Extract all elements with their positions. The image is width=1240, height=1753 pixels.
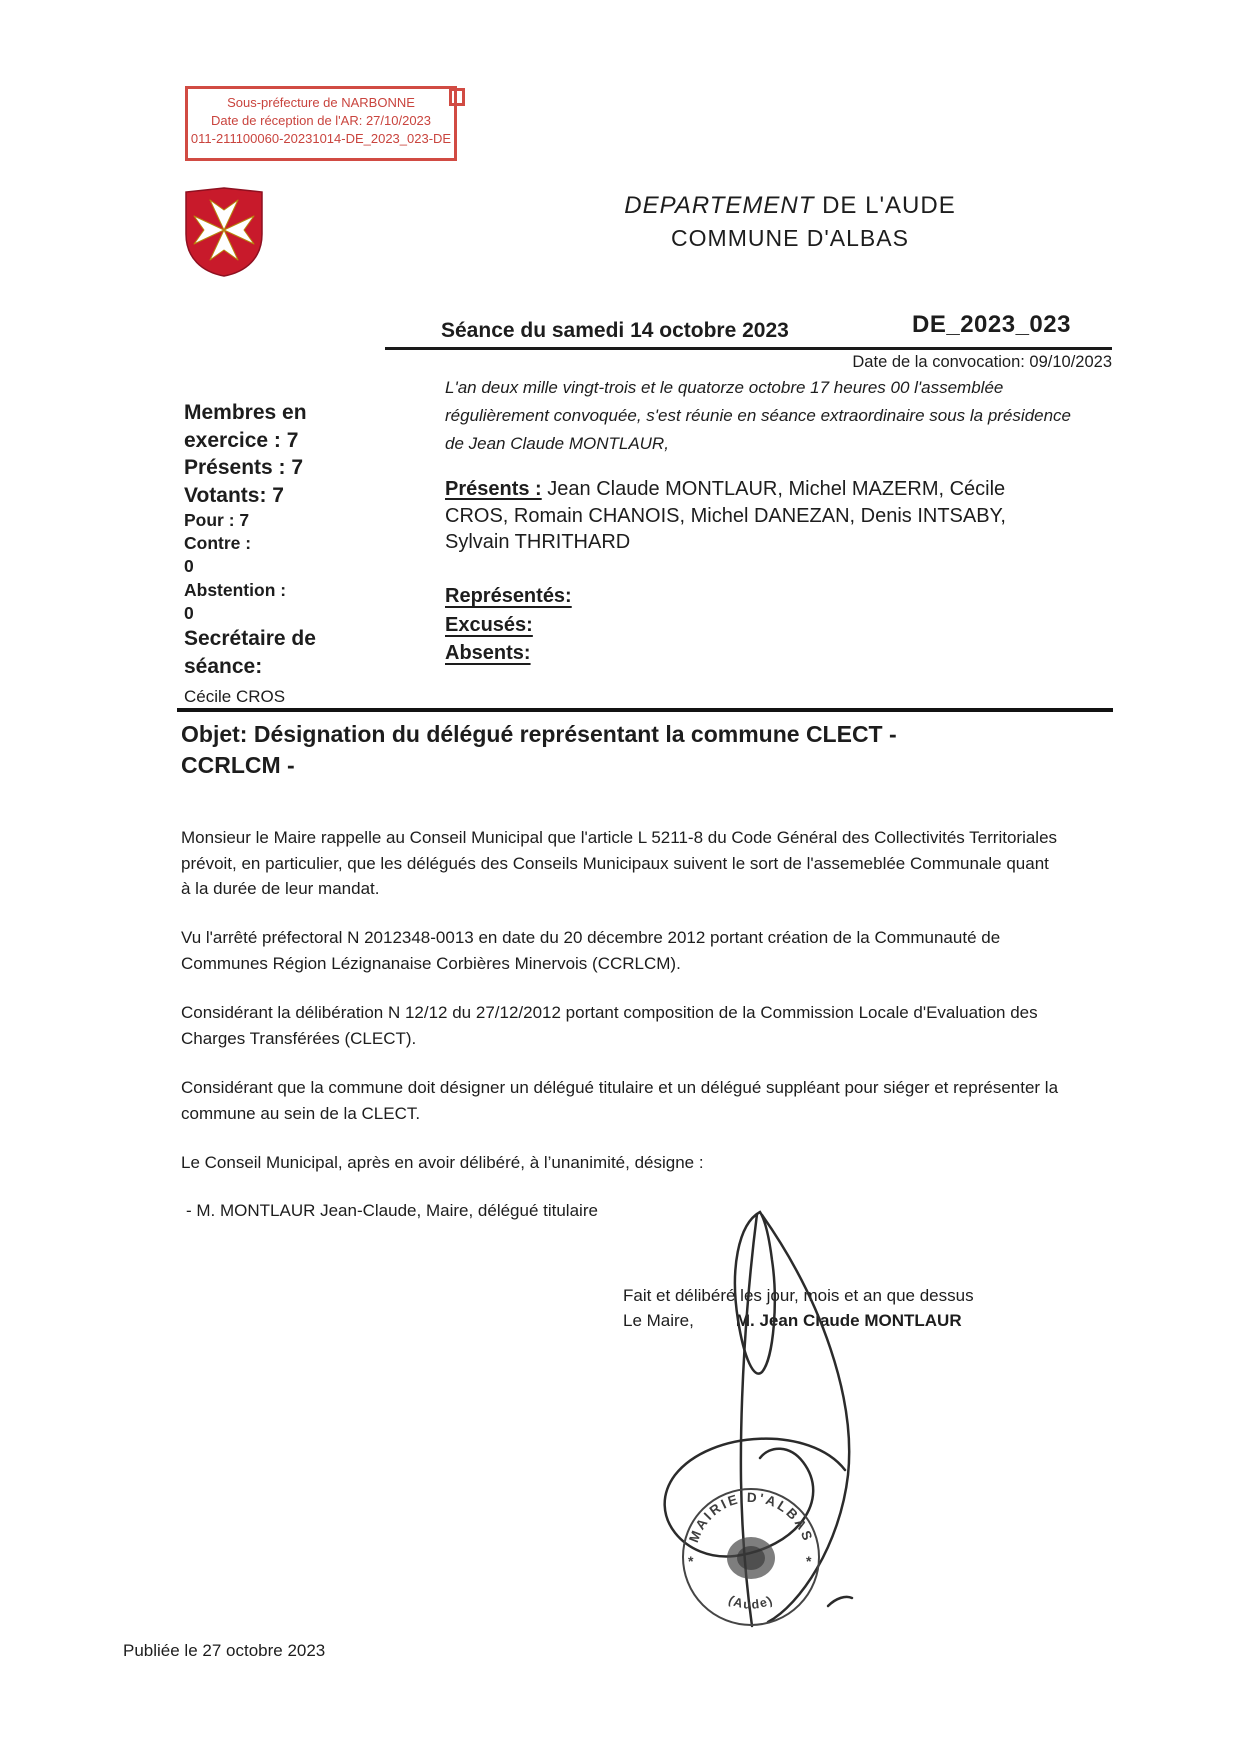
stamp-top-text-path [686,1490,816,1545]
document-header [490,192,1090,252]
designation-line: - M. MONTLAUR Jean-Claude, Maire, délégué titulaire [186,1201,598,1220]
objet-heading [181,719,1101,781]
albas-coat-of-arms-icon [182,186,266,278]
reception-stamp-line2: Date de réception de l'AR: 27/10/2023 [210,113,432,128]
reception-stamp [185,86,457,161]
vote-summary-panel [184,399,434,708]
contre-value: 0 [184,556,194,577]
body-paragraph-3: Considérant la délibération N 12/12 du 27/12/2012 portant composition de la Commission Locale d'Evaluation des Charges Transférées (CLECT). [181,1003,1038,1048]
presents-paragraph [445,476,1073,556]
representes-label: Représentés: [445,585,572,607]
stamp-top-text: MAIRIE D'ALBAS [686,1489,816,1545]
mayor-signature [600,1190,1080,1650]
commune-title: COMMUNE D'ALBAS [671,225,909,251]
closing-statement: Fait et délibéré les jour, mois et an que dessus [623,1286,974,1305]
stamp-bottom-text: (Aude) [726,1592,776,1612]
secretary-name: Cécile CROS [184,687,286,707]
mairie-round-stamp [676,1482,826,1632]
deliberation-reference: DE_2023_023 [912,311,1071,338]
excuses-label: Excusés: [445,614,533,636]
body-paragraph-5: Le Conseil Municipal, après en avoir délibéré, à l’unanimité, désigne : [181,1153,704,1172]
stamp-star-left: * [688,1553,694,1569]
presents-count: Présents : 7 [184,456,304,479]
abstention-label: Abstention : [184,579,287,600]
body-paragraph-1: Monsieur le Maire rappelle au Conseil Municipal que l'article L 5211-8 du Code Général des Collectivités Territoriales prévoit, en particulier, que les délégués des Conseils Municipaux suivent le sort de l'assemeblée Communale quant à la durée de leur mandat. [181,828,1058,898]
mayor-label: Le Maire, [623,1311,694,1330]
stamp-center-emblem-core [737,1546,765,1570]
pour-count: Pour : 7 [184,510,250,530]
absents-label: Absents: [445,642,531,664]
presents-label: Présents : [445,478,542,500]
department-title-rest: DE L'AUDE [814,192,956,219]
reception-stamp-notch [449,88,465,106]
members-in-office-line2: exercice : 7 [184,428,299,452]
mayor-name: M. Jean Claude MONTLAUR [735,1311,962,1330]
secretary-label-line2: séance: [184,654,263,678]
members-in-office-line1: Membres en [184,401,307,424]
horizontal-rule-objet [177,708,1113,712]
presents-names: Jean Claude MONTLAUR, Michel MAZERM, Cécile CROS, Romain CHANOIS, Michel DANEZAN, Denis INTSABY, Sylvain THRITHARD [445,478,1006,553]
secretary-label-line1: Secrétaire de [184,627,316,651]
stamp-star-right: * [806,1553,812,1569]
horizontal-rule-top [385,347,1112,350]
objet-line2: CCRLCM - [181,752,295,778]
publication-date: Publiée le 27 octobre 2023 [123,1641,326,1660]
stamp-bottom-text-path [726,1593,775,1612]
votants-count: Votants: 7 [184,483,284,507]
department-title-italic: DEPARTEMENT [624,192,815,219]
reception-stamp-line3: 011-211100060-20231014-DE_2023_023-DE [190,131,452,146]
department-title [490,192,1090,220]
body-paragraph-2: Vu l'arrêté préfectoral N 2012348-0013 en date du 20 décembre 2012 portant création de la Communauté de Communes Région Lézignanaise Corbières Minervois (CCRLCM). [181,928,1001,973]
objet-line1: Objet: Désignation du délégué représentant la commune CLECT - [181,721,897,747]
session-title: Séance du samedi 14 octobre 2023 [441,319,789,342]
reception-stamp-line1: Sous-préfecture de NARBONNE [227,95,415,110]
body-paragraph-4: Considérant que la commune doit désigner un délégué titulaire et un délégué suppléant pour siéger et représenter la commune au sein de la CLECT. [181,1078,1059,1123]
contre-label: Contre : [184,533,252,554]
convocation-date: Date de la convocation: 09/10/2023 [852,353,1112,371]
assembly-notice: L'an deux mille vingt-trois et le quatorze octobre 17 heures 00 l'assemblée régulièrement convoquée, s'est réunie en séance extraordinaire sous la présidence de Jean Claude MONTLAUR, [445,378,1072,453]
abstention-value: 0 [184,602,194,623]
